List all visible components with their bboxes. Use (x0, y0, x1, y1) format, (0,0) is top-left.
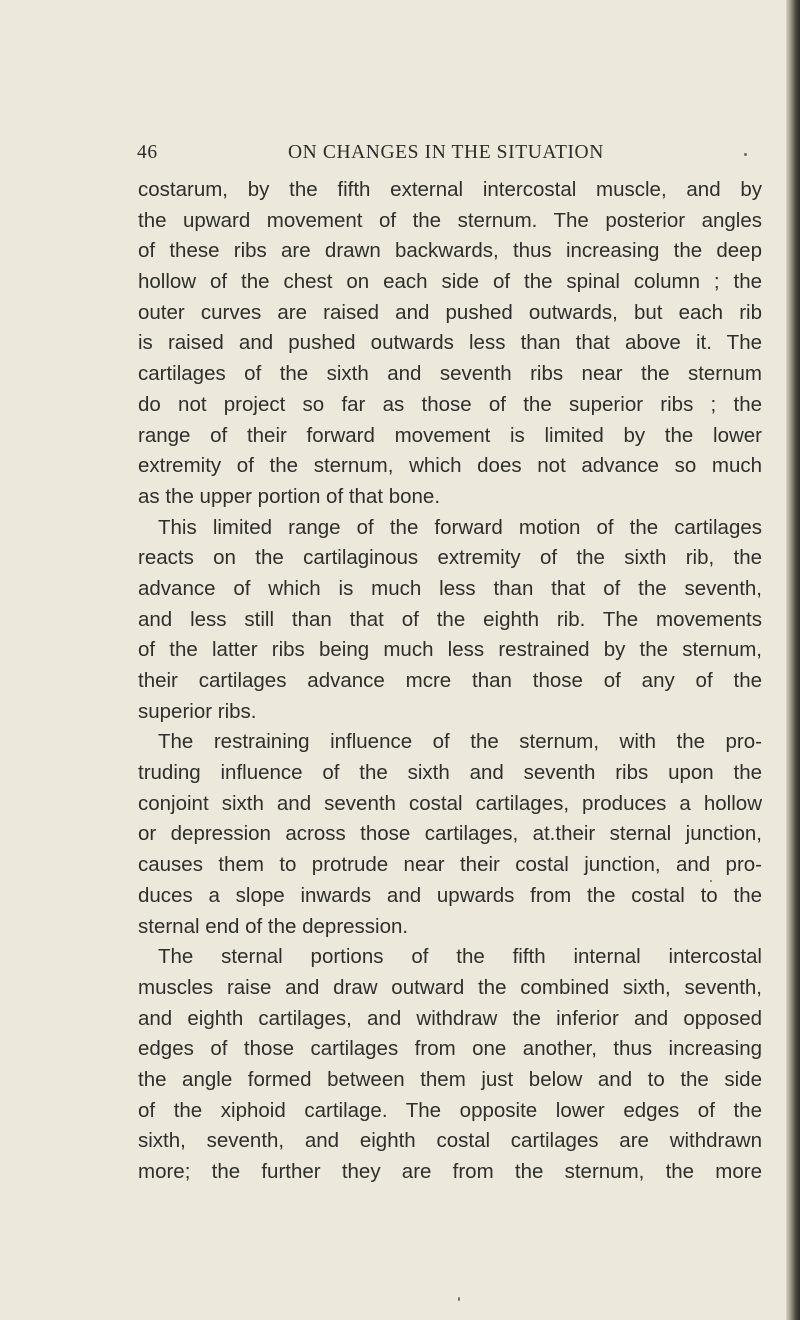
page-edge-shadow (786, 0, 800, 1320)
text-line: as the upper portion of that bone. (138, 484, 441, 508)
text-line: truding influence of the sixth and seventh ribs upon the (138, 761, 762, 785)
text-line: The sternal portions of the fifth internal intercostal (158, 945, 762, 969)
text-line: reacts on the cartilaginous extremity of the sixth rib, the (138, 546, 762, 570)
running-head: ON CHANGES IN THE SITUATION (288, 142, 604, 163)
text-line: or depression across those cartilages, at.their sternal junction, (138, 822, 762, 846)
text-line: and less still than that of the eighth rib. The movements (138, 607, 762, 631)
paper-speck (458, 1297, 460, 1301)
text-line: costarum, by the fifth external intercostal muscle, and by (138, 178, 762, 201)
text-line: cartilages of the sixth and seventh ribs near the sternum (138, 362, 762, 386)
text-line: the angle formed between them just below and to the side (138, 1067, 762, 1091)
text-line: more; the further they are from the sternum, the more (138, 1160, 762, 1183)
text-line: extremity of the sternum, which does not advance so much (138, 454, 762, 478)
text-line: outer curves are raised and pushed outwards, but each rib (138, 300, 762, 324)
paper-speck (710, 880, 712, 882)
text-line: duces a slope inwards and upwards from the costal to the (138, 883, 762, 907)
body-text (138, 175, 762, 1188)
page-number: 46 (137, 142, 158, 163)
text-line: of the latter ribs being much less restrained by the sternum, (138, 638, 762, 662)
text-line: The restraining influence of the sternum, with the pro- (158, 730, 762, 754)
text-line: causes them to protrude near their costal junction, and pro- (138, 853, 762, 877)
text-line: the upward movement of the sternum. The posterior angles (138, 208, 762, 232)
text-line: do not project so far as those of the superior ribs ; the (138, 392, 762, 416)
text-line: This limited range of the forward motion of the cartilages (158, 515, 762, 539)
text-line: and eighth cartilages, and withdraw the inferior and opposed (138, 1006, 762, 1030)
text-line: sternal end of the depression. (138, 914, 409, 938)
text-line: edges of those cartilages from one another, thus increasing (138, 1037, 762, 1061)
text-line: hollow of the chest on each side of the spinal column ; the (138, 270, 762, 294)
text-line: of the xiphoid cartilage. The opposite lower edges of the (138, 1098, 762, 1122)
text-line: muscles raise and draw outward the combined sixth, seventh, (138, 975, 762, 999)
text-line: conjoint sixth and seventh costal cartilages, produces a hollow (138, 791, 762, 815)
text-line: range of their forward movement is limited by the lower (138, 423, 762, 447)
paper-speck (744, 153, 747, 156)
text-line: their cartilages advance mcre than those of any of the (138, 669, 762, 692)
text-line: of these ribs are drawn backwards, thus increasing the deep (138, 239, 762, 263)
text-line: sixth, seventh, and eighth costal cartilages are withdrawn (138, 1129, 762, 1153)
text-line: is raised and pushed outwards less than that above it. The (138, 331, 762, 355)
text-line: advance of which is much less than that of the seventh, (138, 576, 762, 600)
page-header (137, 142, 737, 166)
text-line: superior ribs. (138, 699, 257, 723)
